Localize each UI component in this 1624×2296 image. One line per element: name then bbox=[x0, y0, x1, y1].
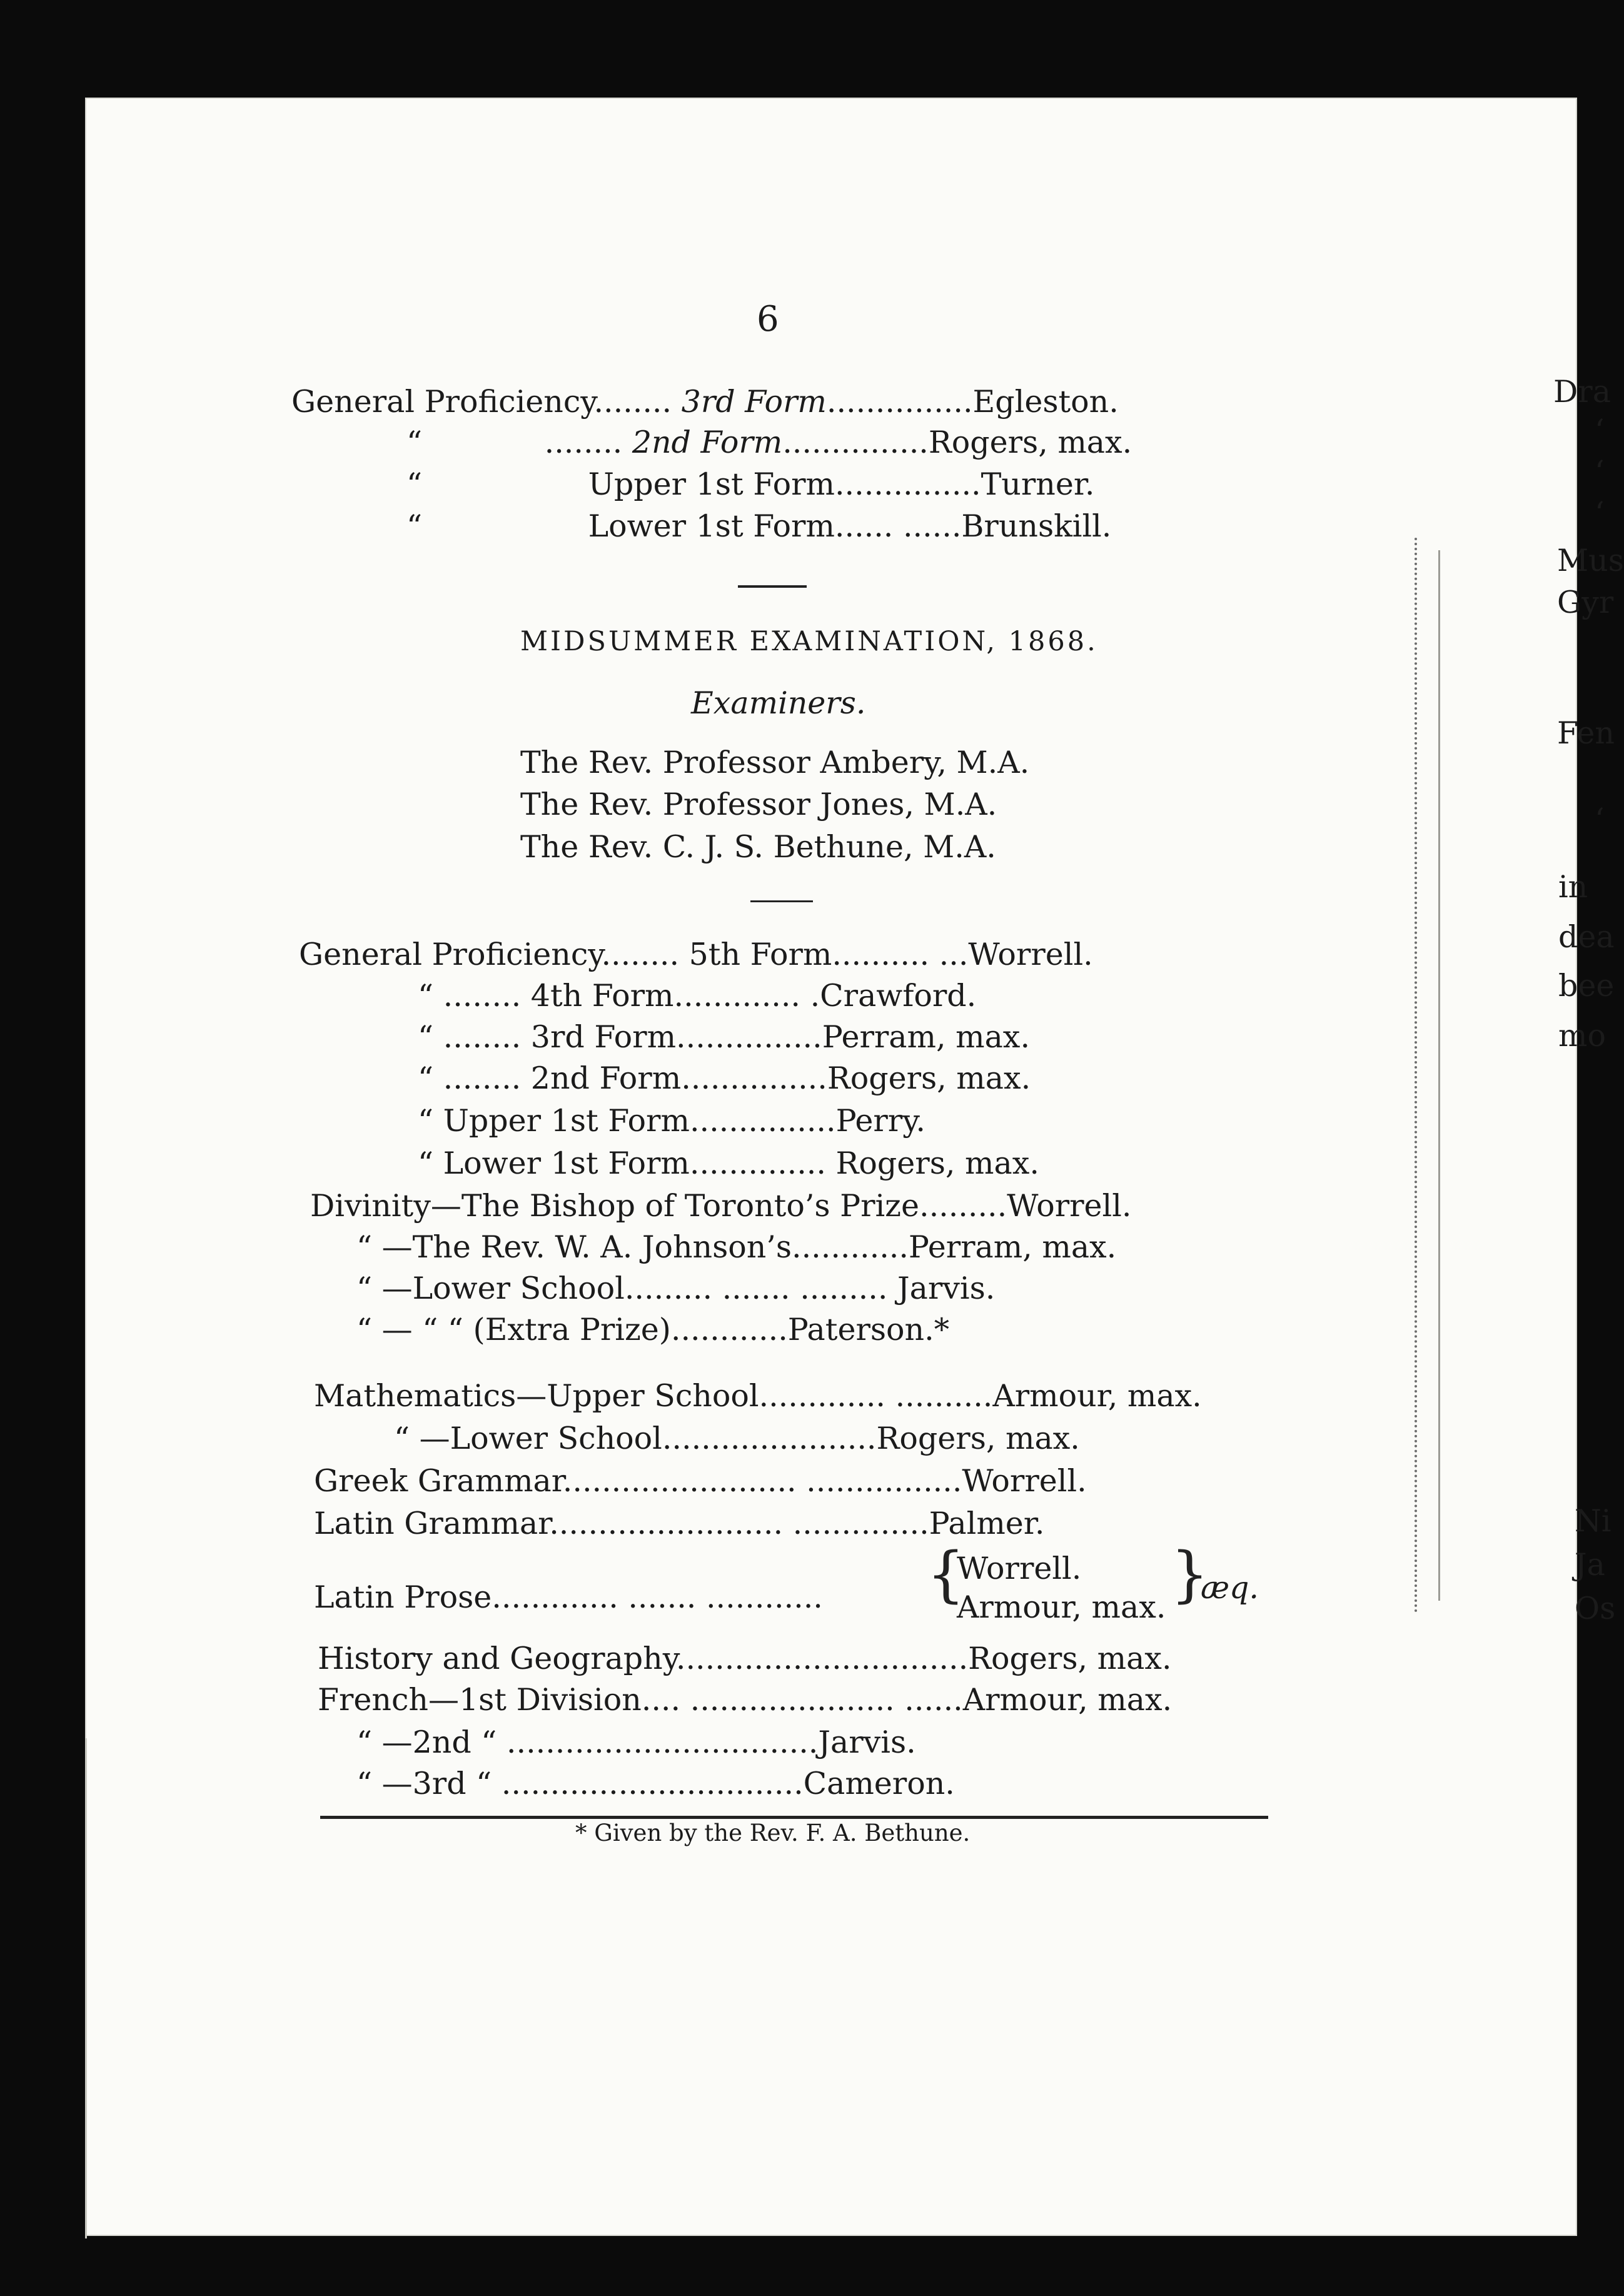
prize-line: “ —Lower School......................Rogers, max. bbox=[394, 1421, 1080, 1456]
next-page-fragment: dea bbox=[1558, 919, 1615, 955]
prize-line: “ Lower 1st Form.............. Rogers, max. bbox=[418, 1145, 1039, 1181]
next-page-fragment: in bbox=[1558, 869, 1588, 905]
page-edge bbox=[85, 1738, 112, 2238]
separator-rule bbox=[738, 585, 807, 588]
prize-line: General Proficiency........ 5th Form.......... ...Worrell. bbox=[299, 937, 1093, 972]
left-brace: { bbox=[927, 1539, 966, 1609]
prize-line: “ —2nd “ ................................Jarvis. bbox=[356, 1725, 916, 1760]
separator-rule-2 bbox=[750, 900, 813, 902]
next-page-fragment: Ni bbox=[1575, 1503, 1611, 1539]
footnote: * Given by the Rev. F. A. Bethune. bbox=[575, 1820, 971, 1846]
prize-line: Greek Grammar........................ ................Worrell. bbox=[314, 1463, 1087, 1499]
prize-line: “ —3rd “ ...............................Cameron. bbox=[356, 1766, 955, 1801]
top-line-1: General Proficiency........ 3rd Form...............Egleston. bbox=[291, 384, 1119, 420]
prize-line: “ —The Rev. W. A. Johnson’s............Perram, max. bbox=[356, 1229, 1117, 1265]
prize-line: “ — “ “ (Extra Prize)............Paterson.* bbox=[356, 1312, 950, 1347]
page-number: 6 bbox=[757, 299, 779, 340]
next-page-fragment: Os bbox=[1575, 1591, 1616, 1626]
latin-prose-name-2: Armour, max. bbox=[957, 1589, 1166, 1625]
prize-line: “ ........ 3rd Form...............Perram, max. bbox=[418, 1019, 1031, 1055]
right-brace: } bbox=[1171, 1539, 1209, 1609]
next-page-fragment: bee bbox=[1558, 968, 1615, 1004]
next-page-fragment: ‘ bbox=[1595, 802, 1605, 837]
bottom-rule bbox=[320, 1816, 1268, 1819]
latin-prose-name-1: Worrell. bbox=[957, 1551, 1082, 1586]
examiners-heading: Examiners. bbox=[691, 685, 866, 721]
next-page-fragment: Gyr bbox=[1557, 585, 1614, 620]
next-page-fragment: Dra bbox=[1553, 374, 1611, 410]
prize-line: History and Geography..............................Rogers, max. bbox=[318, 1641, 1172, 1676]
latin-prose-label: Latin Prose............. ....... ............ bbox=[314, 1579, 823, 1615]
next-page-fragment: Ja bbox=[1575, 1547, 1605, 1583]
next-page-fragment: ‘ bbox=[1595, 413, 1605, 448]
prize-line: “ ........ 4th Form............. .Crawford. bbox=[418, 978, 977, 1014]
next-page-fragment: Mus bbox=[1557, 543, 1624, 578]
examiner-1: The Rev. Professor Ambery, M.A. bbox=[520, 745, 1030, 780]
section-title: MIDSUMMER EXAMINATION, 1868. bbox=[520, 626, 1098, 657]
prize-line: “ —Lower School......... ....... ......... Jarvis. bbox=[356, 1271, 996, 1306]
aeq-note: æq. bbox=[1201, 1570, 1259, 1606]
prize-line: Mathematics—Upper School............. ..........Armour, max. bbox=[314, 1378, 1202, 1414]
next-page-fragment: Fen bbox=[1557, 715, 1615, 751]
binding-edge bbox=[1438, 550, 1444, 1601]
prize-line: Divinity—The Bishop of Toronto’s Prize.........Worrell. bbox=[310, 1188, 1132, 1224]
next-page-fragment: ‘ bbox=[1595, 495, 1605, 531]
examiner-2: The Rev. Professor Jones, M.A. bbox=[520, 787, 997, 822]
top-line-3: “ Upper 1st Form...............Turner. bbox=[406, 466, 1095, 502]
prize-line: French—1st Division.... ..................... ......Armour, max. bbox=[318, 1682, 1173, 1718]
next-page-fragment: mo bbox=[1558, 1018, 1606, 1054]
next-page-fragment: ‘ bbox=[1595, 454, 1605, 490]
prize-line: “ ........ 2nd Form...............Rogers, max. bbox=[418, 1060, 1031, 1096]
examiner-3: The Rev. C. J. S. Bethune, M.A. bbox=[520, 829, 996, 865]
prize-line: “ Upper 1st Form...............Perry. bbox=[418, 1103, 925, 1139]
prize-line: Latin Grammar........................ ..............Palmer. bbox=[314, 1506, 1045, 1541]
binding-stitch-line bbox=[1415, 538, 1435, 1613]
top-line-2: “ ........ 2nd Form...............Rogers, max. bbox=[406, 425, 1132, 460]
top-line-4: “ Lower 1st Form...... ......Brunskill. bbox=[406, 508, 1112, 544]
